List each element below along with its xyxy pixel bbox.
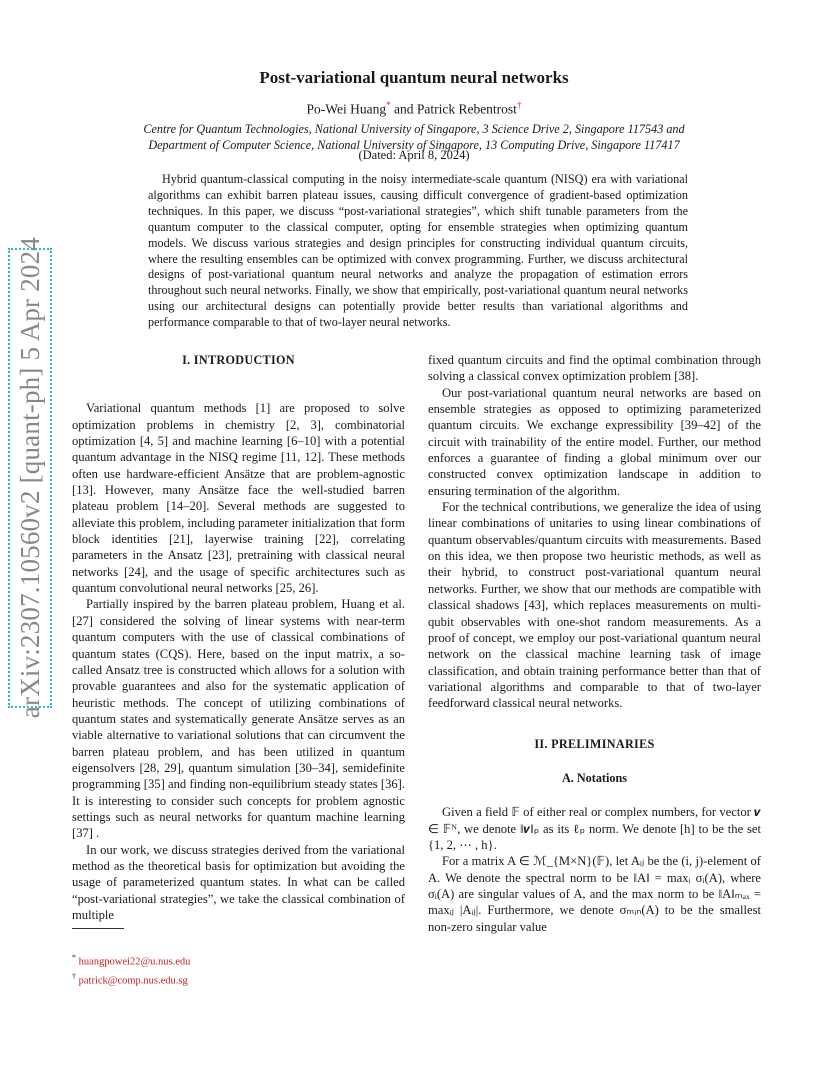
date-line: (Dated: April 8, 2024) — [358, 148, 470, 162]
affiliation-line: Centre for Quantum Technologies, National University of Singapore, 3 Science Drive 2, Singapore 117543 and — [143, 122, 685, 136]
arxiv-stamp — [8, 237, 52, 719]
paragraph: Variational quantum methods [1] are proposed to solve optimization problems in chemistry [2, 3], combinatorial optimization [4, 5] and machine learning [6–10] with a potential quantum advantage in the NISQ regime [11, 12]. These methods often use hardware-efficient Ansätze that are problem-agnostic [13]. However, many Ansätze face the well-studied barren plateau problem [14–20]. Several methods are suggested to alleviate this problem, including parameter initialization that form block identities [21], layerwise training [22], correlating parameters in the Ansatz [23], pretraining with classical neural networks [24], and the usage of specific architectures such as quantum convolutional neural networks [25, 26]. — [72, 401, 405, 596]
paragraph: Given a field 𝔽 of either real or complex numbers, for vector 𝒗 ∈ 𝔽ᴺ, we denote ‖𝒗‖ₚ as its ℓₚ norm. We denote [h] to be the set {1, 2, ⋯ , h}. — [428, 805, 761, 852]
author-name: Po-Wei Huang — [306, 101, 387, 117]
footnote-divider — [72, 928, 124, 929]
footnote-mark: * — [72, 953, 76, 962]
arxiv-identifier: arXiv:2307.10560v2 [quant-ph] 5 Apr 2024 — [14, 237, 45, 719]
author-name: Patrick Rebentrost — [416, 101, 517, 117]
paragraph: fixed quantum circuits and find the optimal combination through solving a classical convex optimization problem [38]. — [428, 353, 761, 384]
right-column — [428, 352, 761, 935]
footnote-mark: † — [72, 971, 76, 981]
author-mark[interactable]: * — [386, 100, 391, 110]
paragraph: Our post-variational quantum neural networks are based on ensemble strategies as opposed to optimizing parameterized quantum circuits. We exchange expressibility [39–42] of the circuit with trainability of the entire model. Further, our method enforces a guarantee of finding a global minimum over our constructed convex optimization landscape in addition to ensuring termination of the algorithm. — [428, 385, 761, 498]
footnote — [72, 951, 405, 970]
paragraph: Partially inspired by the barren plateau problem, Huang et al. [27] considered the solving of linear systems with near-term quantum computers with the use of classical combinations of quantum states (CQS). Here, based on the input matrix, a so-called Ansatz tree is constructed which allows for a solution with provable guarantees and also for the systematic application of heuristic methods. The concept of utilizing combinations of quantum states and systematically generate Ansätze serves as an viable alternative to variational solutions that can circumvent the barren plateau problem, and has been utilized in quantum eigensolvers [28, 29], quantum simulation [30–34], semidefinite programming [35] and finding non-equilibrium steady states [36]. It is interesting to consider such concepts for problem agnostic settings such as neural networks for quantum machine learning [37] . — [72, 597, 405, 841]
affiliation-line: Department of Computer Science, National University of Singapore, 13 Computing Drive, Singapore 117417 — [148, 138, 680, 152]
paragraph: In our work, we discuss strategies derived from the variational method as the theoretical basis for optimization but avoiding the usage of parameterized quantum states. In what can be called “post-variational strategies”, we take the classical combination of multiple — [72, 842, 405, 922]
paper-title: Post-variational quantum neural networks — [259, 68, 569, 87]
author-mark[interactable]: † — [516, 100, 522, 110]
author-line — [0, 100, 828, 118]
author-conjunction: and — [390, 101, 417, 117]
subsection-heading-notations: A. Notations — [561, 770, 627, 785]
abstract: Hybrid quantum-classical computing in the noisy intermediate-scale quantum (NISQ) era with variational algorithms can exhibit barren plateau issues, causing difficult convergence of gradient-based optimization techniques. In this paper, we discuss “post-variational strategies”, which shift tunable parameters from the quantum computer to the classical computer, opting for ensemble strategies when optimizing quantum models. We discuss various strategies and design principles for constructing individual quantum circuits, where the resulting ensembles can be optimized with convex programming. Further, we discuss architectural designs of post-variational quantum neural networks and analyze the propagation of estimation errors throughout such neural networks. Finally, we show that empirically, post-variational quantum neural networks using our architectural designs can potentially provide better results than variational algorithms and performance comparable to that of two-layer neural networks. — [148, 172, 688, 330]
section-heading-preliminaries: II. PRELIMINARIES — [534, 736, 655, 751]
footnotes — [72, 928, 405, 988]
email-link[interactable]: huangpowei22@u.nus.edu — [78, 956, 191, 968]
footnote — [72, 970, 405, 989]
email-link[interactable]: patrick@comp.nus.edu.sg — [78, 975, 188, 986]
paragraph: For a matrix A ∈ ℳ_{M×N}(𝔽), let Aᵢⱼ be the (i, j)-element of A. We denote the spectral norm to be ‖A‖ = maxᵢ σᵢ(A), where σᵢ(A) are singular values of A, and the max norm to be ‖A‖ₘₐₓ = maxᵢⱼ |Aᵢⱼ|. Furthermore, we denote σₘᵢₙ(A) to be the smallest non-zero singular value — [428, 854, 761, 934]
paragraph: For the technical contributions, we generalize the idea of using linear combinations of unitaries to using linear combinations of quantum observables/quantum circuits with measurements. Based on this idea, we then propose two heuristic methods, as well as their hybrid, to construct post-variational quantum neural networks. Further, we show that our methods are compatible with classical shadows [43], which replaces measurements on multi-qubit observables with one-shot random measurements. As a proof of concept, we employ our post-variational quantum neural network on the classical machine learning task of image classification, and obtain training performance better than that of variational algorithms and comparable to that of two-layer feedforward classical neural networks. — [428, 500, 761, 711]
section-heading-introduction: I. INTRODUCTION — [182, 353, 295, 367]
left-column — [72, 352, 405, 923]
